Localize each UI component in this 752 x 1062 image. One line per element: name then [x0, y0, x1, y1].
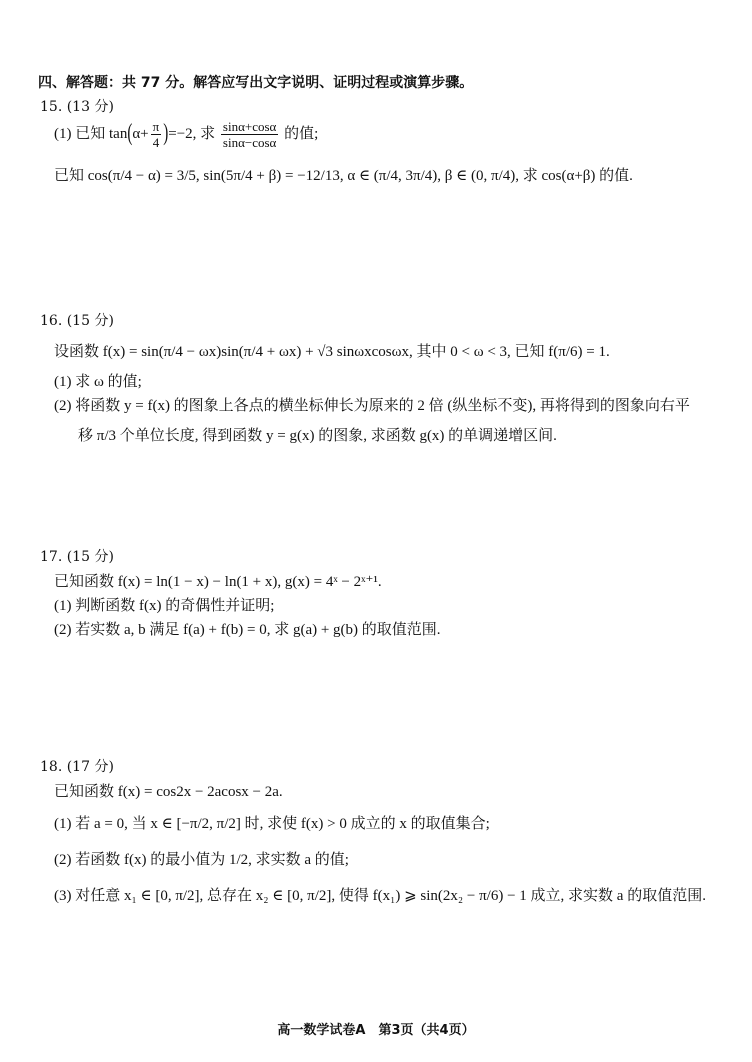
fraction-numerator: π	[152, 119, 160, 134]
question-16-stem: 设函数 f(x) = sin(π/4 − ωx)sin(π/4 + ωx) + √3 sinωxcosωx, 其中 0 < ω < 3, 已知 f(π/6) = 1.	[54, 344, 610, 360]
question-17-part-2: (2) 若实数 a, b 满足 f(a) + f(b) = 0, 求 g(a) + g(b) 的取值范围.	[54, 622, 441, 638]
question-18-part-1: (1) 若 a = 0, 当 x ∈ [−π/2, π/2] 时, 求使 f(x) > 0 成立的 x 的取值集合;	[54, 816, 490, 832]
question-16-part-2a: (2) 将函数 y = f(x) 的图象上各点的横坐标伸长为原来的 2 倍 (纵坐标不变), 再将得到的图象向右平	[54, 398, 690, 414]
question-16-part-2b: 移 π/3 个单位长度, 得到函数 y = g(x) 的图象, 求函数 g(x) 的单调递增区间.	[78, 428, 557, 444]
question-16-number: 16. (15 分)	[40, 313, 114, 329]
part-text: 的值;	[284, 125, 319, 142]
question-16-part-1: (1) 求 ω 的值;	[54, 374, 142, 390]
fraction-denominator: 4	[152, 135, 160, 150]
question-15-number: 15. (13 分)	[40, 99, 114, 115]
question-15-part-1: (1) 已知 tan(α+ $\frac{\pi}{4}$ )=−2, 求 $\frac{\sin\alpha+\cos\alpha}{\sin\alpha-\cos\alpha}$ 的值;	[54, 119, 319, 150]
question-17-stem: 已知函数 f(x) = ln(1 − x) − ln(1 + x), g(x) = 4ˣ − 2ˣ⁺¹.	[54, 574, 382, 590]
question-18-number: 18. (17 分)	[40, 759, 114, 775]
fraction-denominator: sinα−cosα	[222, 135, 277, 150]
question-18-part-2: (2) 若函数 f(x) 的最小值为 1/2, 求实数 a 的值;	[54, 852, 349, 868]
fraction-numerator: sinα+cosα	[222, 119, 277, 134]
fraction	[221, 120, 278, 149]
math-text: =−2, 求	[168, 125, 216, 142]
math-text: α+	[132, 125, 149, 142]
question-17-part-1: (1) 判断函数 f(x) 的奇偶性并证明;	[54, 598, 275, 614]
fraction	[151, 120, 162, 149]
question-18-stem: 已知函数 f(x) = cos2x − 2acosx − 2a.	[54, 784, 283, 800]
question-18-part-3: (3) 对任意 x₁ ∈ [0, π/2], 总存在 x₂ ∈ [0, π/2], 使得 f(x₁) ⩾ sin(2x₂ − π/6) − 1 成立, 求实数 a 的取值范围.	[54, 888, 706, 904]
page-footer: 高一数学试卷A 第3页（共4页）	[277, 1023, 475, 1038]
question-17-number: 17. (15 分)	[40, 549, 114, 565]
question-15-part-2: 已知 cos(π/4 − α) = 3/5, sin(5π/4 + β) = −12/13, α ∈ (π/4, 3π/4), β ∈ (0, π/4), 求 cos(α+β) 的值.	[54, 168, 633, 184]
part-text: 已知 tan	[75, 125, 128, 142]
section-heading: 四、解答题：共 77 分。解答应写出文字说明、证明过程或演算步骤。	[38, 75, 474, 91]
part-label: (1)	[54, 125, 72, 142]
